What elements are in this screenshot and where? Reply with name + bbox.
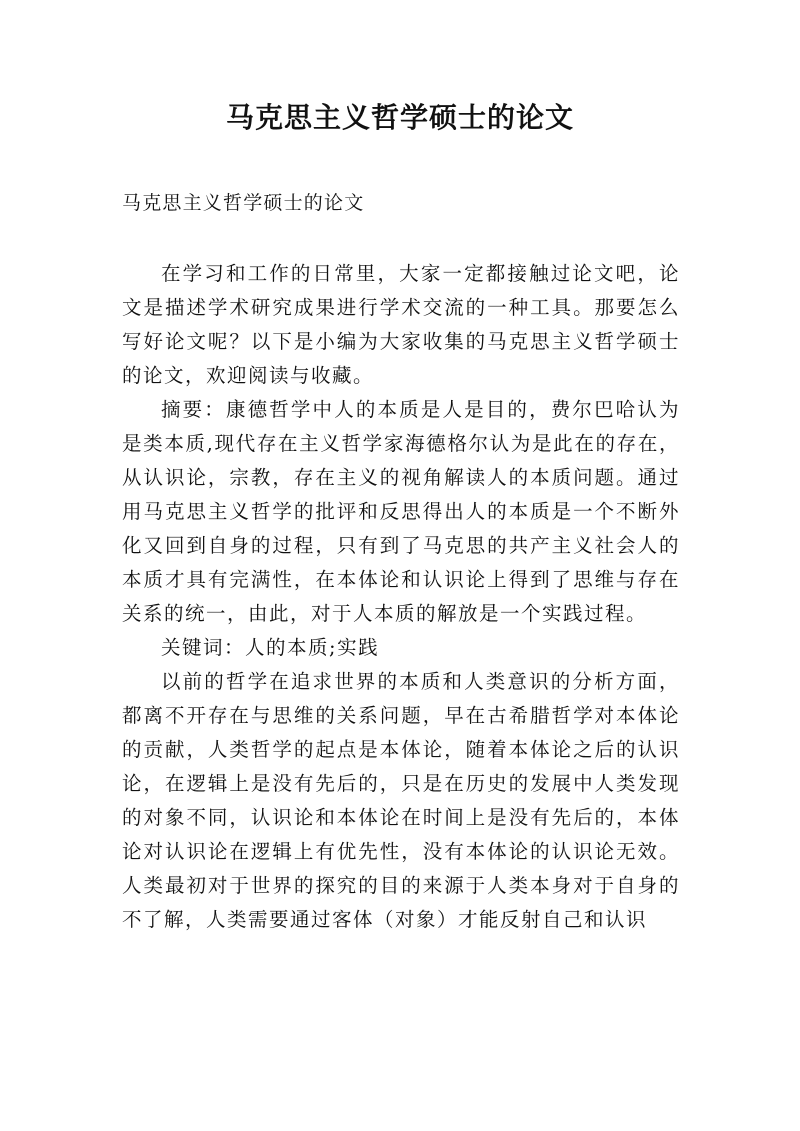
paragraph-abstract: 摘要：康德哲学中人的本质是人是目的，费尔巴哈认为是类本质,现代存在主义哲学家海德格尔认为是此在的存在，从认识论，宗教，存在主义的视角解读人的本质问题。通过用马克思主义哲学的批评和反思得出人的本质是一个不断外化又回到自身的过程，只有到了马克思的共产主义社会人的本质才具有完满性，在本体论和认识论上得到了思维与存在关系的统一，由此，对于人本质的解放是一个实践过程。 <box>122 398 680 625</box>
paragraph-keywords: 关键词：人的本质;实践 <box>161 636 380 659</box>
paragraph-intro: 在学习和工作的日常里，大家一定都接触过论文吧，论文是描述学术研究成果进行学术交流的一种工具。那要怎么写好论文呢？以下是小编为大家收集的马克思主义哲学硕士的论文，欢迎阅读与收藏。 <box>122 262 680 387</box>
document-subtitle: 马克思主义哲学硕士的论文 <box>122 192 365 214</box>
document-body <box>122 257 680 937</box>
paragraph-main: 以前的哲学在追求世界的本质和人类意识的分析方面，都离不开存在与思维的关系问题，早在古希腊哲学对本体论的贡献，人类哲学的起点是本体论，随着本体论之后的认识论，在逻辑上是没有先后的，只是在历史的发展中人类发现的对象不同，认识论和本体论在时间上是没有先后的，本体论对认识论在逻辑上有优先性，没有本体论的认识论无效。人类最初对于世界的探究的目的来源于人类本身对于自身的不了解，人类需要通过客体（对象）才能反射自己和认识 <box>122 670 680 931</box>
document-title: 马克思主义哲学硕士的论文 <box>225 101 574 134</box>
